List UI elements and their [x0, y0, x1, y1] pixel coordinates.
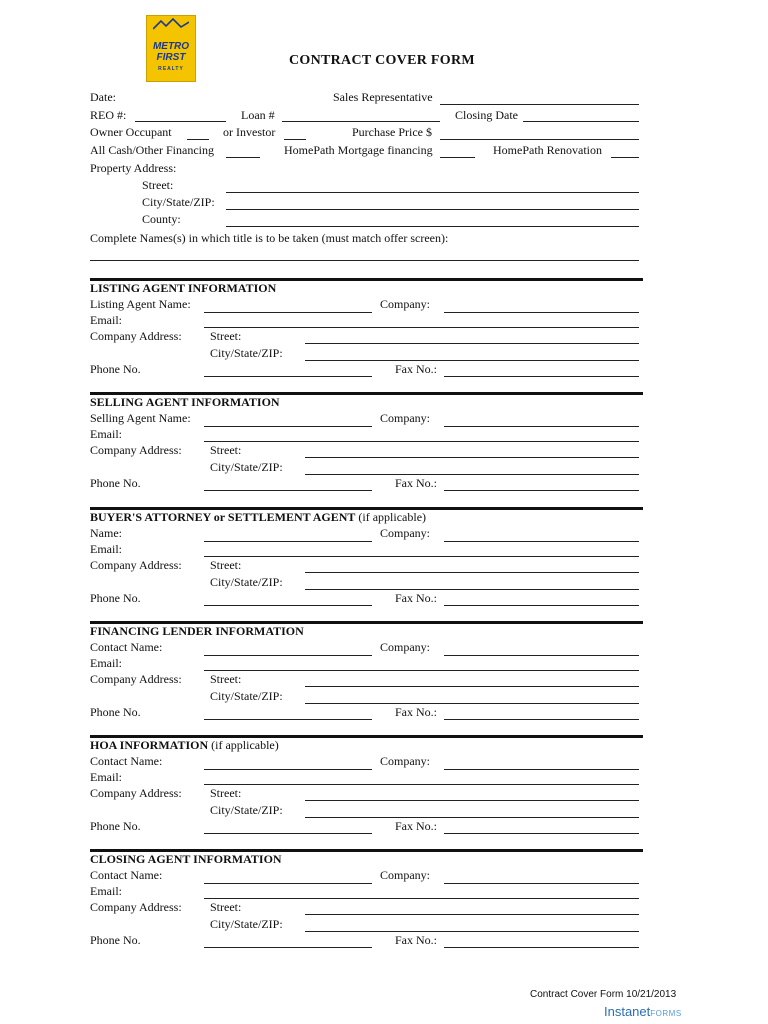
- logo-line-3: REALTY: [158, 66, 184, 72]
- section-title-suffix: (if applicable): [208, 738, 279, 752]
- city-state-zip-label: City/State/ZIP:: [210, 803, 283, 817]
- section-title: [90, 281, 276, 295]
- contact-name-field[interactable]: [204, 769, 372, 770]
- sales-rep-label: Sales Representative: [333, 90, 433, 104]
- street-field[interactable]: [305, 457, 639, 458]
- homepath-renovation-field[interactable]: [611, 157, 639, 158]
- company-address-label: Company Address:: [90, 786, 182, 800]
- fax-field[interactable]: [444, 947, 639, 948]
- owner-occupant-field[interactable]: [187, 139, 209, 140]
- homepath-mortgage-label: HomePath Mortgage financing: [284, 143, 433, 157]
- section-title: [90, 852, 282, 866]
- section-title: [90, 510, 426, 524]
- company-label: Company:: [380, 526, 430, 540]
- street-label: Street:: [210, 672, 242, 686]
- city-state-zip-field[interactable]: [305, 931, 639, 932]
- contact-name-label: Contact Name:: [90, 868, 163, 882]
- email-field[interactable]: [204, 327, 639, 328]
- section-title: [90, 624, 304, 638]
- contact-name-label: Listing Agent Name:: [90, 297, 191, 311]
- closing-date-label: Closing Date: [455, 108, 518, 122]
- phone-field[interactable]: [204, 376, 372, 377]
- street-field[interactable]: [305, 800, 639, 801]
- company-label: Company:: [380, 411, 430, 425]
- phone-label: Phone No.: [90, 819, 141, 833]
- contact-name-field[interactable]: [204, 541, 372, 542]
- brand-main: Instanet: [604, 1004, 651, 1019]
- city-state-zip-field[interactable]: [305, 474, 639, 475]
- street-label: Street:: [210, 558, 242, 572]
- fax-label: Fax No.:: [395, 476, 437, 490]
- street-label: Street:: [210, 786, 242, 800]
- homepath-renovation-label: HomePath Renovation: [493, 143, 602, 157]
- all-cash-field[interactable]: [226, 157, 260, 158]
- section-title-text: SELLING AGENT INFORMATION: [90, 395, 280, 409]
- phone-field[interactable]: [204, 490, 372, 491]
- date-label: Date:: [90, 90, 116, 104]
- email-field[interactable]: [204, 784, 639, 785]
- email-field[interactable]: [204, 898, 639, 899]
- instanet-brand: [604, 1004, 682, 1019]
- city-state-zip-field[interactable]: [305, 589, 639, 590]
- fax-field[interactable]: [444, 719, 639, 720]
- email-label: Email:: [90, 542, 122, 556]
- reo-label: REO #:: [90, 108, 127, 122]
- form-id: Contract Cover Form 10/21/2013: [530, 989, 677, 1000]
- phone-field[interactable]: [204, 833, 372, 834]
- investor-field[interactable]: [284, 139, 306, 140]
- loan-field[interactable]: [282, 121, 440, 122]
- section-title-text: FINANCING LENDER INFORMATION: [90, 624, 304, 638]
- city-state-zip-label: City/State/ZIP:: [210, 575, 283, 589]
- company-field[interactable]: [444, 312, 639, 313]
- purchase-price-label: Purchase Price $: [352, 125, 432, 139]
- contact-name-label: Contact Name:: [90, 640, 163, 654]
- fax-field[interactable]: [444, 605, 639, 606]
- city-state-zip-label: City/State/ZIP:: [210, 460, 283, 474]
- phone-field[interactable]: [204, 719, 372, 720]
- complete-names-field[interactable]: [90, 260, 639, 261]
- property-street-label: Street:: [142, 178, 174, 192]
- company-address-label: Company Address:: [90, 672, 182, 686]
- email-label: Email:: [90, 656, 122, 670]
- email-label: Email:: [90, 884, 122, 898]
- phone-label: Phone No.: [90, 591, 141, 605]
- company-logo: [146, 15, 196, 82]
- email-field[interactable]: [204, 556, 639, 557]
- phone-field[interactable]: [204, 947, 372, 948]
- company-address-label: Company Address:: [90, 329, 182, 343]
- property-street-field[interactable]: [226, 192, 639, 193]
- fax-field[interactable]: [444, 833, 639, 834]
- email-field[interactable]: [204, 441, 639, 442]
- contact-name-field[interactable]: [204, 312, 372, 313]
- property-county-field[interactable]: [226, 226, 639, 227]
- phone-label: Phone No.: [90, 933, 141, 947]
- contact-name-field[interactable]: [204, 655, 372, 656]
- company-address-label: Company Address:: [90, 558, 182, 572]
- fax-label: Fax No.:: [395, 705, 437, 719]
- company-label: Company:: [380, 754, 430, 768]
- section-title-text: LISTING AGENT INFORMATION: [90, 281, 277, 295]
- company-field[interactable]: [444, 769, 639, 770]
- street-field[interactable]: [305, 686, 639, 687]
- mountain-icon: [153, 18, 189, 30]
- company-field[interactable]: [444, 541, 639, 542]
- purchase-price-field[interactable]: [440, 139, 639, 140]
- company-label: Company:: [380, 297, 430, 311]
- fax-label: Fax No.:: [395, 362, 437, 376]
- property-address-label: Property Address:: [90, 161, 177, 175]
- phone-label: Phone No.: [90, 705, 141, 719]
- brand-sub: FORMS: [650, 1009, 682, 1018]
- street-field[interactable]: [305, 914, 639, 915]
- city-state-zip-label: City/State/ZIP:: [210, 689, 283, 703]
- contact-name-field[interactable]: [204, 883, 372, 884]
- contact-name-field[interactable]: [204, 426, 372, 427]
- phone-field[interactable]: [204, 605, 372, 606]
- or-investor-label: or Investor: [223, 125, 276, 139]
- company-field[interactable]: [444, 883, 639, 884]
- owner-occupant-label: Owner Occupant: [90, 125, 172, 139]
- company-address-label: Company Address:: [90, 900, 182, 914]
- city-state-zip-label: City/State/ZIP:: [210, 917, 283, 931]
- street-label: Street:: [210, 443, 242, 457]
- section-title-suffix: (if applicable): [355, 510, 427, 524]
- fax-label: Fax No.:: [395, 819, 437, 833]
- phone-label: Phone No.: [90, 476, 141, 490]
- company-field[interactable]: [444, 426, 639, 427]
- company-label: Company:: [380, 868, 430, 882]
- property-city-field[interactable]: [226, 209, 639, 210]
- contact-name-label: Contact Name:: [90, 754, 163, 768]
- email-label: Email:: [90, 770, 122, 784]
- property-city-label: City/State/ZIP:: [142, 195, 215, 209]
- form-title: CONTRACT COVER FORM: [289, 53, 475, 68]
- city-state-zip-field[interactable]: [305, 703, 639, 704]
- logo-line-1: METRO: [152, 41, 190, 52]
- fax-label: Fax No.:: [395, 591, 437, 605]
- section-title-text: CLOSING AGENT INFORMATION: [90, 852, 282, 866]
- street-field[interactable]: [305, 572, 639, 573]
- complete-names-label: Complete Names(s) in which title is to be taken (must match offer screen):: [90, 231, 449, 245]
- all-cash-label: All Cash/Other Financing: [90, 143, 214, 157]
- street-label: Street:: [210, 900, 242, 914]
- contact-name-label: Name:: [90, 526, 122, 540]
- company-label: Company:: [380, 640, 430, 654]
- street-field[interactable]: [305, 343, 639, 344]
- email-label: Email:: [90, 427, 122, 441]
- company-field[interactable]: [444, 655, 639, 656]
- closing-date-field[interactable]: [523, 121, 639, 122]
- email-label: Email:: [90, 313, 122, 327]
- city-state-zip-label: City/State/ZIP:: [210, 346, 283, 360]
- loan-label: Loan #: [241, 108, 275, 122]
- street-label: Street:: [210, 329, 242, 343]
- company-address-label: Company Address:: [90, 443, 182, 457]
- logo-line-2: FIRST: [156, 52, 186, 63]
- city-state-zip-field[interactable]: [305, 360, 639, 361]
- contact-name-label: Selling Agent Name:: [90, 411, 191, 425]
- email-field[interactable]: [204, 670, 639, 671]
- homepath-mortgage-field[interactable]: [440, 157, 475, 158]
- sales-rep-field[interactable]: [440, 104, 639, 105]
- fax-label: Fax No.:: [395, 933, 437, 947]
- section-title: [90, 738, 279, 752]
- reo-field[interactable]: [135, 121, 226, 122]
- fax-field[interactable]: [444, 490, 639, 491]
- section-title: [90, 395, 280, 409]
- phone-label: Phone No.: [90, 362, 141, 376]
- property-county-label: County:: [142, 212, 181, 226]
- fax-field[interactable]: [444, 376, 639, 377]
- city-state-zip-field[interactable]: [305, 817, 639, 818]
- section-title-text: HOA INFORMATION: [90, 738, 209, 752]
- section-title-text: BUYER'S ATTORNEY or SETTLEMENT AGENT: [90, 510, 356, 524]
